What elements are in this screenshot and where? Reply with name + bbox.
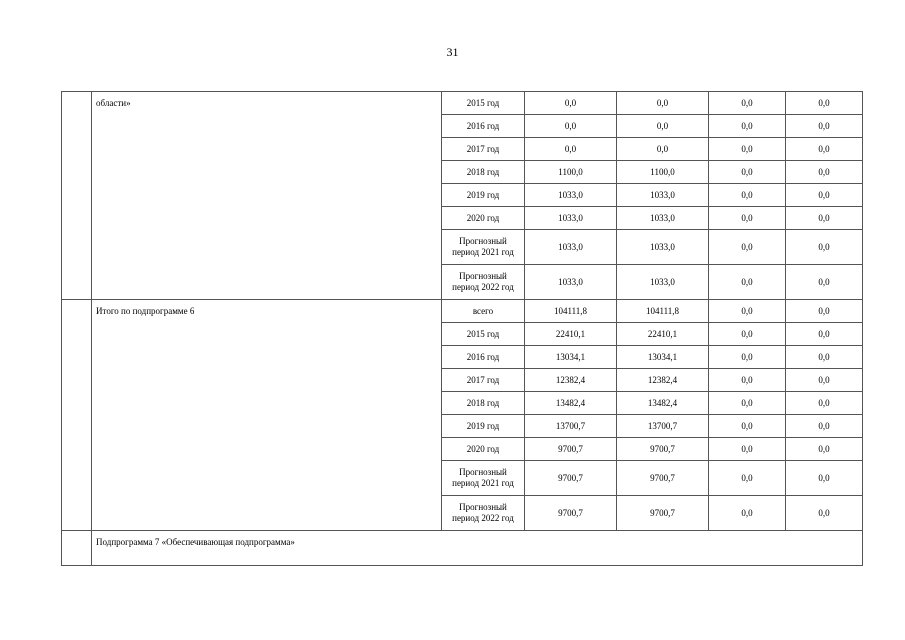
value-cell: 0,0 — [709, 392, 786, 415]
period-cell: 2018 год — [442, 392, 525, 415]
period-cell: 2015 год — [442, 92, 525, 115]
value-cell: 0,0 — [709, 300, 786, 323]
value-cell: 1033,0 — [525, 207, 617, 230]
period-cell: Прогнозный период 2022 год — [442, 496, 525, 531]
value-cell: 13482,4 — [617, 392, 709, 415]
value-cell: 104111,8 — [525, 300, 617, 323]
index-cell — [62, 531, 92, 566]
value-cell: 9700,7 — [525, 461, 617, 496]
value-cell: 0,0 — [786, 438, 863, 461]
value-cell: 0,0 — [786, 461, 863, 496]
table-row — [62, 92, 863, 115]
value-cell: 0,0 — [617, 115, 709, 138]
index-cell — [62, 300, 92, 531]
value-cell: 0,0 — [786, 369, 863, 392]
period-cell: Прогнозный период 2021 год — [442, 461, 525, 496]
period-cell: всего — [442, 300, 525, 323]
value-cell: 0,0 — [709, 184, 786, 207]
value-cell: 9700,7 — [525, 438, 617, 461]
period-cell: 2019 год — [442, 184, 525, 207]
index-cell — [62, 92, 92, 300]
value-cell: 1033,0 — [617, 207, 709, 230]
value-cell: 12382,4 — [525, 369, 617, 392]
value-cell: 1033,0 — [617, 265, 709, 300]
period-cell: Прогнозный период 2022 год — [442, 265, 525, 300]
value-cell: 1033,0 — [617, 184, 709, 207]
value-cell: 0,0 — [709, 415, 786, 438]
period-cell: 2017 год — [442, 138, 525, 161]
period-cell: Прогнозный период 2021 год — [442, 230, 525, 265]
value-cell: 1033,0 — [525, 184, 617, 207]
value-cell: 0,0 — [525, 92, 617, 115]
period-cell: 2016 год — [442, 346, 525, 369]
value-cell: 0,0 — [786, 207, 863, 230]
subprogram-row — [62, 531, 863, 566]
value-cell: 0,0 — [786, 138, 863, 161]
value-cell: 0,0 — [709, 496, 786, 531]
section-title: области» — [92, 92, 442, 300]
value-cell: 0,0 — [709, 438, 786, 461]
value-cell: 1033,0 — [525, 230, 617, 265]
value-cell: 13700,7 — [525, 415, 617, 438]
period-cell: 2020 год — [442, 438, 525, 461]
page-number: 31 — [446, 45, 459, 59]
period-cell: 2019 год — [442, 415, 525, 438]
value-cell: 1100,0 — [617, 161, 709, 184]
value-cell: 0,0 — [786, 496, 863, 531]
subprogram-title: Подпрограмма 7 «Обеспечивающая подпрограмма» — [92, 531, 863, 566]
value-cell: 0,0 — [525, 138, 617, 161]
value-cell: 1033,0 — [525, 265, 617, 300]
value-cell: 0,0 — [709, 138, 786, 161]
value-cell: 9700,7 — [617, 496, 709, 531]
value-cell: 0,0 — [786, 265, 863, 300]
value-cell: 9700,7 — [617, 461, 709, 496]
value-cell: 0,0 — [786, 323, 863, 346]
period-cell: 2018 год — [442, 161, 525, 184]
value-cell: 0,0 — [786, 392, 863, 415]
value-cell: 0,0 — [786, 300, 863, 323]
value-cell: 22410,1 — [617, 323, 709, 346]
period-cell: 2015 год — [442, 323, 525, 346]
value-cell: 0,0 — [709, 161, 786, 184]
value-cell: 13700,7 — [617, 415, 709, 438]
value-cell: 0,0 — [617, 92, 709, 115]
value-cell: 0,0 — [786, 92, 863, 115]
value-cell: 0,0 — [786, 415, 863, 438]
value-cell: 9700,7 — [525, 496, 617, 531]
value-cell: 1100,0 — [525, 161, 617, 184]
table-row — [62, 300, 863, 323]
value-cell: 0,0 — [709, 92, 786, 115]
value-cell: 0,0 — [709, 461, 786, 496]
value-cell: 0,0 — [786, 230, 863, 265]
value-cell: 0,0 — [525, 115, 617, 138]
value-cell: 0,0 — [709, 207, 786, 230]
value-cell: 0,0 — [709, 265, 786, 300]
budget-table — [61, 91, 863, 566]
value-cell: 13482,4 — [525, 392, 617, 415]
period-cell: 2017 год — [442, 369, 525, 392]
value-cell: 0,0 — [786, 184, 863, 207]
value-cell: 13034,1 — [525, 346, 617, 369]
value-cell: 104111,8 — [617, 300, 709, 323]
period-cell: 2016 год — [442, 115, 525, 138]
value-cell: 13034,1 — [617, 346, 709, 369]
value-cell: 0,0 — [786, 115, 863, 138]
value-cell: 9700,7 — [617, 438, 709, 461]
value-cell: 0,0 — [786, 161, 863, 184]
value-cell: 1033,0 — [617, 230, 709, 265]
value-cell: 0,0 — [709, 369, 786, 392]
value-cell: 12382,4 — [617, 369, 709, 392]
section-title: Итого по подпрограмме 6 — [92, 300, 442, 531]
value-cell: 0,0 — [786, 346, 863, 369]
value-cell: 0,0 — [709, 346, 786, 369]
period-cell: 2020 год — [442, 207, 525, 230]
value-cell: 0,0 — [617, 138, 709, 161]
value-cell: 22410,1 — [525, 323, 617, 346]
value-cell: 0,0 — [709, 230, 786, 265]
value-cell: 0,0 — [709, 115, 786, 138]
value-cell: 0,0 — [709, 323, 786, 346]
